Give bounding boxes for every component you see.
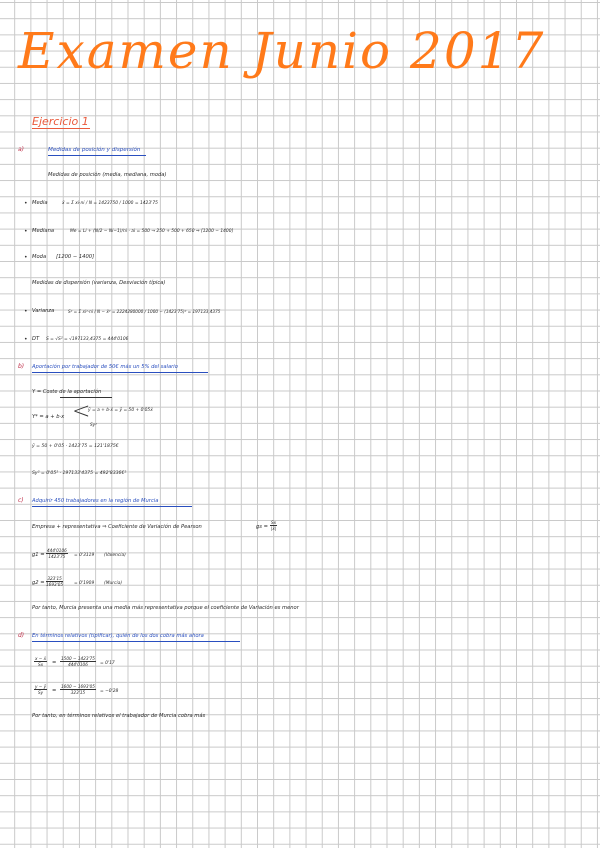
g2-value: = 0'1909	[74, 581, 95, 586]
bullet: •	[24, 308, 28, 315]
mediana-label: Mediana	[32, 228, 55, 234]
section-b-letter: b)	[18, 363, 25, 370]
bullet: •	[24, 228, 28, 235]
cv-numerator: Sx	[271, 520, 277, 525]
media-label: Media	[32, 200, 48, 206]
section-c-letter: c)	[18, 497, 24, 504]
equals: =	[52, 660, 57, 666]
z1-calc-numerator: 1500 − 1423'75	[61, 656, 95, 661]
dt-label: DT	[32, 336, 40, 342]
section-b-underline	[32, 372, 208, 373]
section-b-heading: Aportación por trabajador de 50€ más un 5% del salario	[32, 364, 178, 370]
posicion-heading: Medidas de posición (media, mediana, moda)	[48, 172, 167, 178]
z2-denominator: Sy	[38, 690, 44, 695]
z1-definition	[34, 656, 47, 667]
section-c-heading: Adquirir 450 trabajadores en la región de Murcia	[32, 498, 159, 504]
y-mean-value: ȳ = 50 + 0'05 · 1423'75 = 121'1875€	[32, 444, 119, 449]
z1-calc-denominator: 444'0106	[68, 662, 88, 667]
z1-value: = 0'17	[100, 661, 115, 666]
z1-denominator: Sx	[38, 662, 44, 667]
z2-calc	[60, 684, 96, 695]
moda-label: Moda	[32, 254, 47, 260]
bullet: •	[24, 200, 28, 207]
cv-intro: Empresa + representativa ⇒ Coeficiente de Variación de Pearson	[32, 524, 202, 530]
varianza-label: Varianza	[32, 308, 55, 314]
equals: =	[52, 688, 57, 694]
y-mean-formula: ȳ = a + b·x̄ = ȳ = 50 + 0'05x̄	[88, 408, 153, 413]
z2-definition	[34, 684, 47, 695]
g2-denominator: 1693'05	[46, 582, 64, 587]
section-c-underline	[32, 506, 192, 507]
section-a-heading: Medidas de posición y dispersión	[48, 147, 141, 153]
z1-calc	[60, 656, 96, 667]
z2-calc-denominator: 323'15	[70, 690, 86, 695]
g2-region: (Murcia)	[104, 581, 123, 586]
page-title: Examen Junio 2017	[18, 22, 546, 80]
g1-region: (Valencia)	[104, 553, 126, 558]
c-conclusion: Por tanto, Murcia presenta una media más representativa porque el coeficiente de Variación es menor	[32, 605, 299, 611]
d-conclusion: Por tanto, en términos relativos el trabajador de Murcia cobra más	[32, 713, 206, 719]
g1-lhs: g1 =	[32, 552, 45, 558]
y-variance-value: Sy² = 0'05² · 197133'4375 = 492'8336€²	[32, 471, 127, 476]
cv-denominator: |x̄|	[270, 526, 277, 531]
z2-calc-numerator: 1600 − 1693'05	[61, 684, 95, 689]
section-d-letter: d)	[18, 632, 25, 639]
y-var-symbol: Sy²	[90, 422, 97, 427]
brace-icon: <	[72, 399, 91, 424]
exercise-title: Ejercicio 1	[32, 115, 89, 128]
section-a-underline	[48, 155, 146, 156]
y-definition: Y = Coste de la aportación	[32, 389, 102, 395]
cv-formula-fraction	[270, 520, 277, 531]
bullet: •	[24, 254, 28, 261]
moda-formula: [1200 − 1400]	[56, 254, 95, 260]
mediana-formula: Me = Li + (N/2 − Ni−1)/ni · ai = 500 → 250 + 500 + 650 ⇒ [1200 − 1400]	[70, 229, 234, 234]
g1-value: = 0'3119	[74, 553, 95, 558]
media-formula: x̄ = Σ xi·ni / N = 1423750 / 1000 = 1423'75	[62, 201, 158, 206]
g2-lhs: g2 =	[32, 580, 45, 586]
bullet: •	[24, 336, 28, 343]
exercise-underline	[32, 128, 90, 129]
g2-fraction	[46, 576, 63, 587]
z1-numerator: x − x̄	[35, 656, 47, 661]
y-definition-underline	[60, 397, 112, 398]
section-a-letter: a)	[18, 146, 25, 153]
z2-numerator: y − ȳ	[35, 684, 47, 689]
section-d-underline	[32, 641, 240, 642]
y-linear: Y* = a + b·x	[32, 414, 65, 420]
g1-numerator: 444'0106	[47, 548, 67, 553]
cv-formula-lhs: gs =	[256, 524, 268, 530]
g1-denominator: 1423'75	[48, 554, 66, 559]
g1-fraction	[46, 548, 68, 559]
dt-formula: S = √S² = √197133,4375 = 444'0106	[46, 337, 129, 342]
dispersion-heading: Medidas de dispersión (varianza, Desviación típica)	[32, 280, 166, 286]
z2-value: = −0'28	[100, 689, 119, 694]
g2-numerator: 323'15	[47, 576, 62, 581]
section-d-heading: En términos relativos (tipificar), quién de los dos cobra más ahora	[32, 633, 204, 639]
varianza-formula: S² = Σ xi²·ni / N − x̄² = 2224280000 / 1000 − (1423'75)² = 197133,4375	[68, 309, 221, 314]
